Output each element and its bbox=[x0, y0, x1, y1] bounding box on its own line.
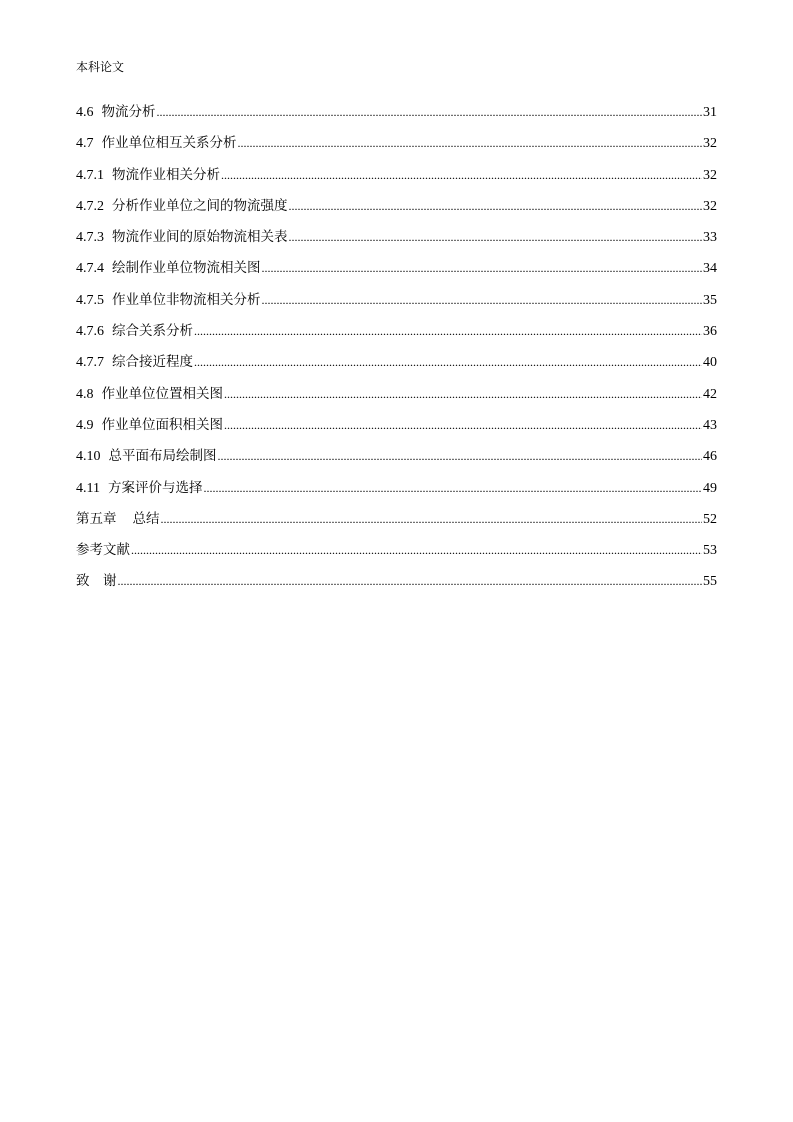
header-rule bbox=[76, 82, 717, 83]
toc-leader-dots bbox=[161, 512, 703, 527]
toc-entry[interactable] bbox=[76, 382, 717, 413]
toc-entry[interactable] bbox=[76, 100, 717, 131]
toc-entry-title: 综合关系分析 bbox=[112, 323, 193, 340]
toc-entry[interactable] bbox=[76, 131, 717, 162]
toc-entry[interactable] bbox=[76, 350, 717, 381]
toc-entry-title: 物流分析 bbox=[101, 104, 156, 120]
toc-entry-page: 31 bbox=[703, 105, 717, 120]
toc-entry-number: 4.7.1 bbox=[76, 167, 104, 183]
toc-entry-title: 总平面布局绘制图 bbox=[108, 448, 217, 465]
toc-entry-number: 4.10 bbox=[76, 449, 101, 465]
toc-entry[interactable] bbox=[76, 194, 717, 225]
toc-entry-title: 作业单位非物流相关分析 bbox=[112, 291, 261, 308]
toc-entry[interactable] bbox=[76, 538, 717, 569]
running-header: 本科论文 bbox=[76, 60, 125, 74]
toc-leader-dots bbox=[289, 230, 703, 245]
toc-entry-page: 34 bbox=[703, 261, 717, 277]
toc-leader-dots bbox=[203, 481, 702, 496]
toc-entry[interactable] bbox=[76, 163, 717, 194]
toc-entry-number: 4.7.2 bbox=[76, 198, 104, 214]
toc-entry[interactable] bbox=[76, 319, 717, 350]
toc-leader-dots bbox=[289, 199, 703, 214]
toc-entry-number: 4.7.3 bbox=[76, 230, 104, 246]
table-of-contents bbox=[76, 100, 717, 601]
toc-entry-title: 作业单位面积相关图 bbox=[101, 416, 223, 433]
toc-entry-page: 55 bbox=[703, 574, 717, 590]
toc-entry-page: 42 bbox=[703, 386, 717, 402]
toc-entry-number: 4.6 bbox=[76, 105, 94, 120]
toc-entry[interactable] bbox=[76, 569, 717, 600]
toc-entry-title: 致 谢 bbox=[76, 573, 117, 590]
toc-leader-dots bbox=[218, 449, 703, 464]
toc-entry-page: 32 bbox=[703, 198, 717, 214]
toc-entry-title: 方案评价与选择 bbox=[107, 479, 203, 496]
toc-entry[interactable] bbox=[76, 476, 717, 507]
toc-leader-dots bbox=[221, 168, 702, 183]
toc-entry[interactable] bbox=[76, 444, 717, 475]
toc-leader-dots bbox=[238, 136, 703, 151]
toc-leader-dots bbox=[194, 355, 702, 370]
toc-entry[interactable] bbox=[76, 256, 717, 287]
toc-entry-page: 36 bbox=[703, 324, 717, 340]
toc-entry-title: 参考文献 bbox=[76, 542, 130, 559]
toc-leader-dots bbox=[262, 293, 703, 308]
toc-entry[interactable] bbox=[76, 507, 717, 538]
toc-entry-number: 4.8 bbox=[76, 386, 94, 402]
toc-entry-number: 4.7.5 bbox=[76, 292, 104, 308]
toc-entry[interactable] bbox=[76, 413, 717, 444]
toc-entry-number: 4.11 bbox=[76, 480, 100, 496]
toc-leader-dots bbox=[118, 574, 703, 589]
toc-leader-dots bbox=[157, 105, 703, 120]
toc-leader-dots bbox=[194, 324, 702, 339]
toc-entry-page: 46 bbox=[703, 449, 717, 465]
toc-entry-title: 综合接近程度 bbox=[112, 354, 193, 371]
toc-entry-title: 总结 bbox=[132, 510, 160, 527]
toc-entry-title: 物流作业相关分析 bbox=[112, 166, 220, 183]
toc-entry-page: 35 bbox=[703, 292, 717, 308]
toc-entry-page: 32 bbox=[703, 136, 717, 152]
toc-entry-page: 40 bbox=[703, 355, 717, 371]
toc-leader-dots bbox=[262, 261, 703, 276]
toc-leader-dots bbox=[224, 418, 702, 433]
toc-entry-number: 4.7.4 bbox=[76, 261, 104, 277]
toc-entry-page: 52 bbox=[703, 511, 717, 527]
toc-entry[interactable] bbox=[76, 288, 717, 319]
toc-entry-number: 第五章 bbox=[76, 510, 117, 527]
toc-leader-dots bbox=[131, 543, 702, 558]
toc-entry-page: 49 bbox=[703, 480, 717, 496]
toc-entry[interactable] bbox=[76, 225, 717, 256]
toc-entry-page: 32 bbox=[703, 167, 717, 183]
toc-leader-dots bbox=[224, 387, 702, 402]
toc-entry-page: 43 bbox=[703, 417, 717, 433]
toc-entry-number: 4.7.6 bbox=[76, 324, 104, 340]
toc-entry-number: 4.7 bbox=[76, 136, 94, 152]
toc-entry-title: 分析作业单位之间的物流强度 bbox=[112, 197, 288, 214]
toc-entry-title: 绘制作业单位物流相关图 bbox=[112, 260, 261, 277]
toc-entry-page: 33 bbox=[703, 230, 717, 246]
toc-entry-title: 作业单位相互关系分析 bbox=[101, 135, 237, 152]
toc-entry-number: 4.9 bbox=[76, 417, 94, 433]
toc-entry-page: 53 bbox=[703, 543, 717, 559]
toc-entry-number: 4.7.7 bbox=[76, 355, 104, 371]
toc-entry-title: 作业单位位置相关图 bbox=[101, 385, 223, 402]
toc-entry-title: 物流作业间的原始物流相关表 bbox=[112, 229, 288, 246]
